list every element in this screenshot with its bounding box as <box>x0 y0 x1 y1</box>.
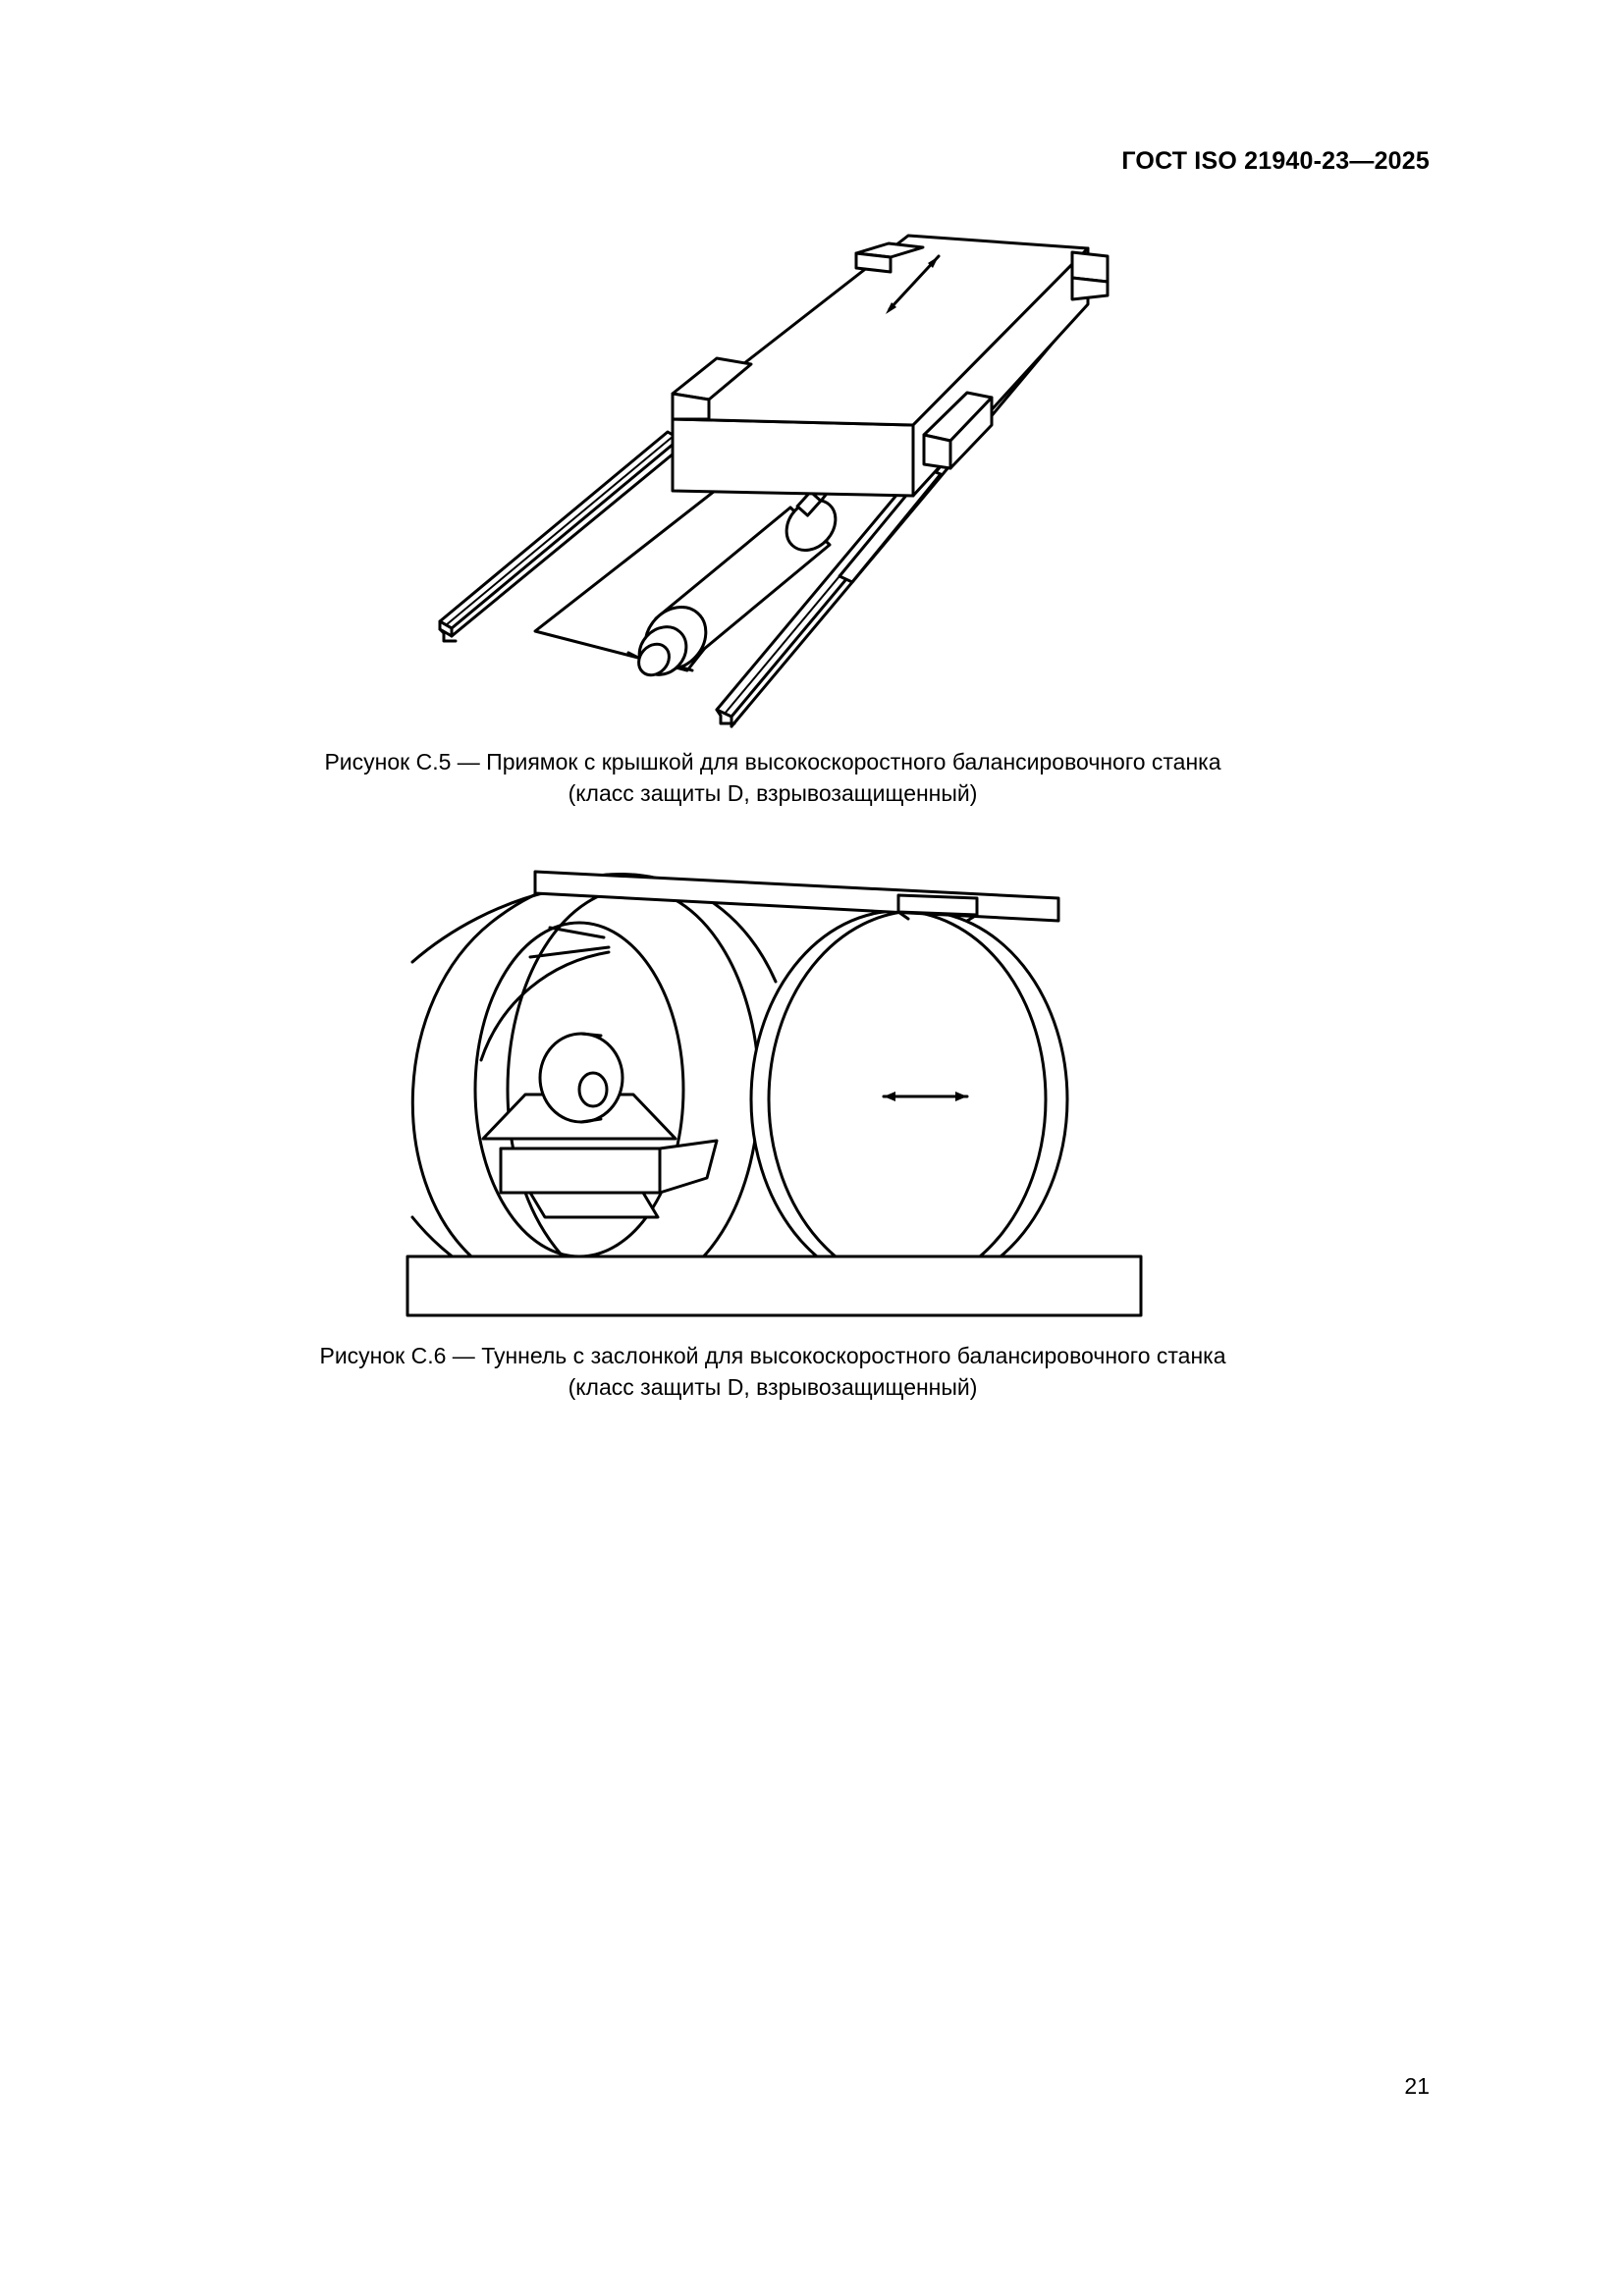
guide-bar <box>535 872 1058 921</box>
tunnel-shutter-drawing <box>0 854 1624 1404</box>
base-plate <box>407 1256 1141 1315</box>
figure-c6-caption <box>0 1340 1545 1403</box>
figure-c6 <box>0 854 1624 1404</box>
figure-c5-caption <box>0 746 1545 809</box>
page-number: 21 <box>1404 2073 1430 2099</box>
pit-cover-drawing <box>0 221 1624 731</box>
document-code: ГОСТ ISO 21940-23—2025 <box>1121 147 1430 175</box>
figure-c6-caption-line2: (класс защиты D, взрывозащищенный) <box>568 1374 978 1400</box>
figure-c5-caption-line1: Рисунок С.5 — Приямок с крышкой для высокоскоростного балансировочного станка <box>324 749 1221 774</box>
figure-c5-caption-line2: (класс защиты D, взрывозащищенный) <box>568 780 978 806</box>
figure-c5 <box>0 221 1624 806</box>
figure-c6-caption-line1: Рисунок С.6 — Туннель с заслонкой для высокоскоростного балансировочного станка <box>319 1343 1226 1368</box>
shutter-disc <box>751 911 1067 1288</box>
